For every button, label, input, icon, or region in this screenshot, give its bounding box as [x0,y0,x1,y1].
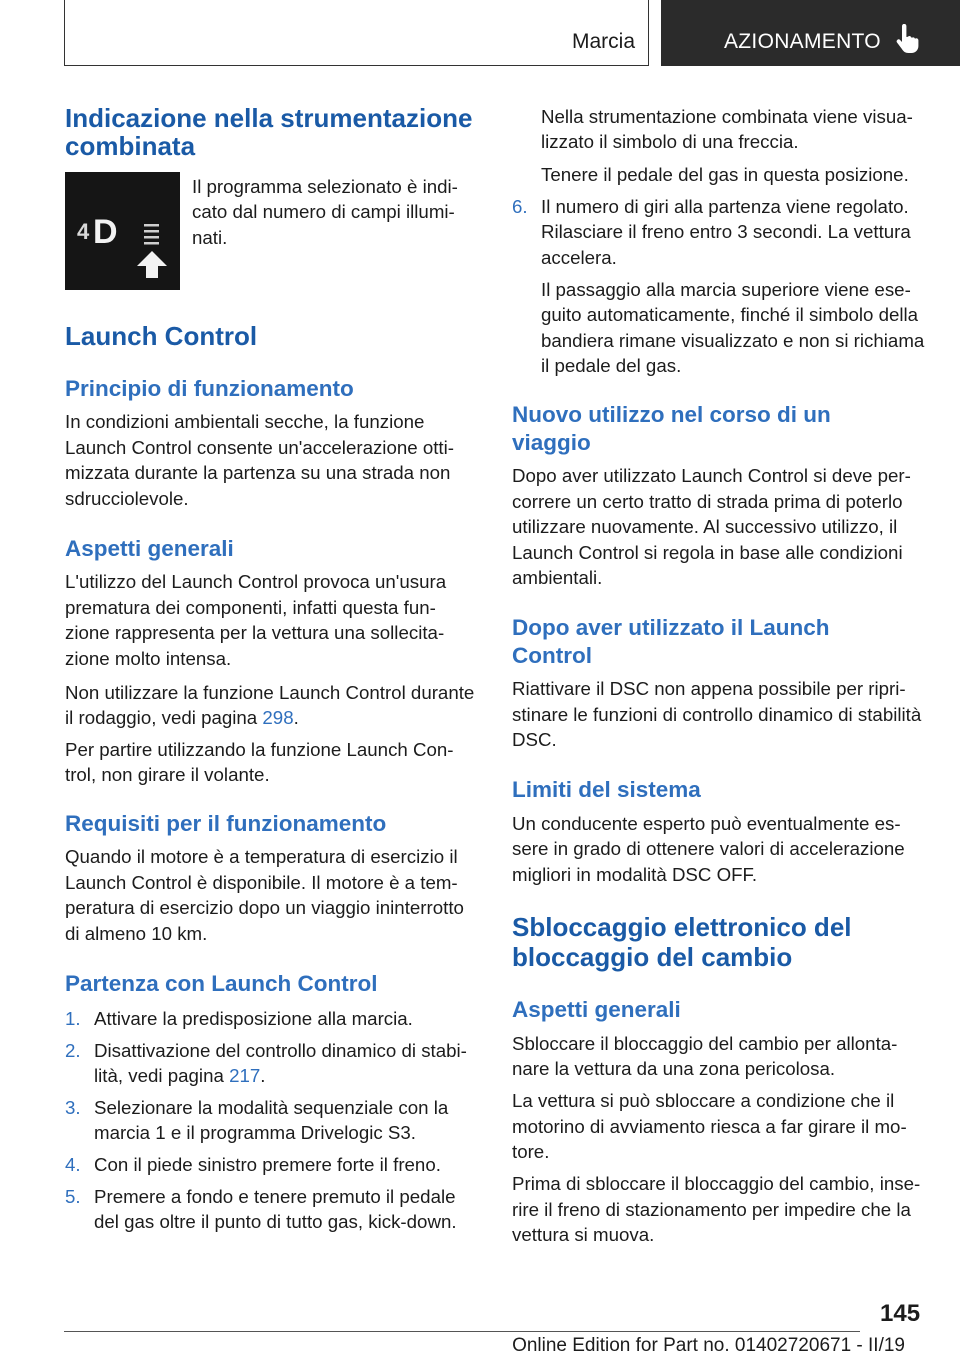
link-page-298[interactable]: 298 [262,707,294,728]
step-number-6: 6. [512,196,528,217]
heading-nuovo: Nuovo utilizzo nel corso di un [512,402,831,427]
indicazione-line-3: nati. [192,227,228,248]
aspetti-line-2: prematura dei componenti, infatti questa fun- [65,597,436,618]
heading-indicazione-cont: combinata [65,131,196,161]
header-chapter-title: AZIONAMENTO [724,30,881,53]
step-number-5: 5. [65,1186,81,1207]
nuovo-line-5: ambientali. [512,567,603,588]
step-2-period: . [260,1065,266,1086]
header-section-box [64,0,649,66]
dopo-line-1: Riattivare il DSC non appena possibile per ripri- [512,678,906,699]
sblocc3-line-3: vettura si muova. [512,1224,655,1245]
volante-line-1: Per partire utilizzando la funzione Launch Con- [65,739,454,760]
aspetti-line-3: zione rappresenta per la vettura una sollecita- [65,622,445,643]
step-6-extra-1: Il passaggio alla marcia superiore viene ese- [541,279,911,300]
cont-line-2: lizzato il simbolo di una freccia. [541,131,799,152]
step-4-line-1: Con il piede sinistro premere forte il freno. [94,1154,441,1175]
dopo-line-3: DSC. [512,729,557,750]
heading-partenza: Partenza con Launch Control [65,971,378,996]
step-5-line-1: Premere a fondo e tenere premuto il pedale [94,1186,456,1207]
step-number-3: 3. [65,1097,81,1118]
cont-line-3: Tenere il pedale del gas in questa posizione. [541,164,909,185]
heading-aspetti: Aspetti generali [65,536,234,561]
aspetti-line-1: L'utilizzo del Launch Control provoca un'usura [65,571,447,592]
sblocc2-line-2: motorino di avviamento riesca a far girare il mo- [512,1116,907,1137]
indicazione-line-2: cato dal numero di campi illumi- [192,201,455,222]
heading-dopo-cont: Control [512,643,592,668]
step-3-line-1: Selezionare la modalità sequenziale con la [94,1097,449,1118]
rodaggio-period: . [293,707,299,728]
nuovo-line-2: correre un certo tratto di strada prima di poterlo [512,491,903,512]
sblocc2-line-3: tore. [512,1141,550,1162]
heading-launch-control: Launch Control [65,321,258,351]
nuovo-line-3: utilizzare nuovamente. Al successivo utilizzo, il [512,516,898,537]
heading-requisiti: Requisiti per il funzionamento [65,811,387,836]
header-chapter-tab [661,0,960,66]
sblocc3-line-1: Prima di sbloccare il bloccaggio del cambio, inse- [512,1173,921,1194]
requisiti-line-4: di almeno 10 km. [65,923,208,944]
step-6-line-1: Il numero di giri alla partenza viene regolato. [541,196,909,217]
step-2-line-1: Disattivazione del controllo dinamico di stabi- [94,1040,467,1061]
rodaggio-line-1: Non utilizzare la funzione Launch Control durante [65,682,475,703]
requisiti-line-1: Quando il motore è a temperatura di esercizio il [65,846,458,867]
footer-divider [64,1331,860,1332]
aspetti-line-4: zione molto intensa. [65,648,232,669]
step-6-extra-4: il pedale del gas. [541,355,682,376]
instrument-display-image [65,172,180,290]
sblocc3-line-2: rire il freno di stazionamento per impedire che la [512,1199,911,1220]
step-2-text: lità, vedi pagina [94,1065,230,1086]
step-number-4: 4. [65,1154,81,1175]
step-5-line-2: del gas oltre il punto di tutto gas, kick-down. [94,1211,457,1232]
step-6-extra-3: bandiera rimane visualizzato e non si richiama [541,330,925,351]
display-gear: 4 [77,219,90,244]
requisiti-line-3: peratura di esercizio dopo un viaggio ininterrotto [65,897,464,918]
hand-pointer-icon [893,24,921,54]
step-6-extra-2: guito automaticamente, finché il simbolo della [541,304,919,325]
step-number-1: 1. [65,1008,81,1029]
heading-sbloccaggio: Sbloccaggio elettronico del [512,912,852,942]
footer-edition: Online Edition for Part no. 01402720671 - II/19 [512,1335,905,1356]
step-2-line-2 [94,1063,265,1089]
display-mode: D [93,213,118,251]
heading-dopo: Dopo aver utilizzato il Launch [512,615,830,640]
limiti-line-2: sere in grado di ottenere valori di accelerazione [512,838,905,859]
step-3-line-2: marcia 1 e il programma Drivelogic S3. [94,1122,416,1143]
header-section-title: Marcia [571,30,635,53]
dopo-line-2: stinare le funzioni di controllo dinamico di stabilità [512,704,922,725]
volante-line-2: trol, non girare il volante. [65,764,270,785]
rodaggio-line-2 [65,705,299,731]
heading-sbloccaggio-cont: bloccaggio del cambio [512,942,793,972]
heading-aspetti-2: Aspetti generali [512,997,681,1022]
cont-line-1: Nella strumentazione combinata viene visua- [541,106,913,127]
nuovo-line-4: Launch Control si regola in base alle condizioni [512,542,903,563]
heading-principio: Principio di funzionamento [65,376,354,401]
indicazione-line-1: Il programma selezionato è indi- [192,176,458,197]
principio-line-2: Launch Control consente un'accelerazione otti- [65,437,454,458]
principio-line-1: In condizioni ambientali secche, la funzione [65,411,425,432]
heading-limiti: Limiti del sistema [512,777,701,802]
sblocc-line-2: nare la vettura da una zona pericolosa. [512,1058,836,1079]
upshift-arrow-icon [137,251,167,278]
step-number-2: 2. [65,1040,81,1061]
sblocc-line-1: Sbloccare il bloccaggio del cambio per allonta- [512,1033,898,1054]
nuovo-line-1: Dopo aver utilizzato Launch Control si deve per- [512,465,911,486]
sblocc2-line-1: La vettura si può sbloccare a condizione che il [512,1090,895,1111]
flag-lines-icon [144,224,159,245]
step-1-line-1: Attivare la predisposizione alla marcia. [94,1008,413,1029]
limiti-line-3: migliori in modalità DSC OFF. [512,864,758,885]
rodaggio-text: il rodaggio, vedi pagina [65,707,263,728]
step-6-line-3: accelera. [541,247,617,268]
principio-line-4: sdrucciolevole. [65,488,189,509]
heading-nuovo-cont: viaggio [512,430,591,455]
limiti-line-1: Un conducente esperto può eventualmente es- [512,813,901,834]
requisiti-line-2: Launch Control è disponibile. Il motore è a tem- [65,872,458,893]
step-6-line-2: Rilasciare il freno entro 3 secondi. La vettura [541,221,911,242]
page-number: 145 [880,1300,921,1327]
principio-line-3: mizzata durante la partenza su una strada non [65,462,451,483]
link-page-217[interactable]: 217 [229,1065,261,1086]
heading-indicazione: Indicazione nella strumentazione [65,103,473,133]
